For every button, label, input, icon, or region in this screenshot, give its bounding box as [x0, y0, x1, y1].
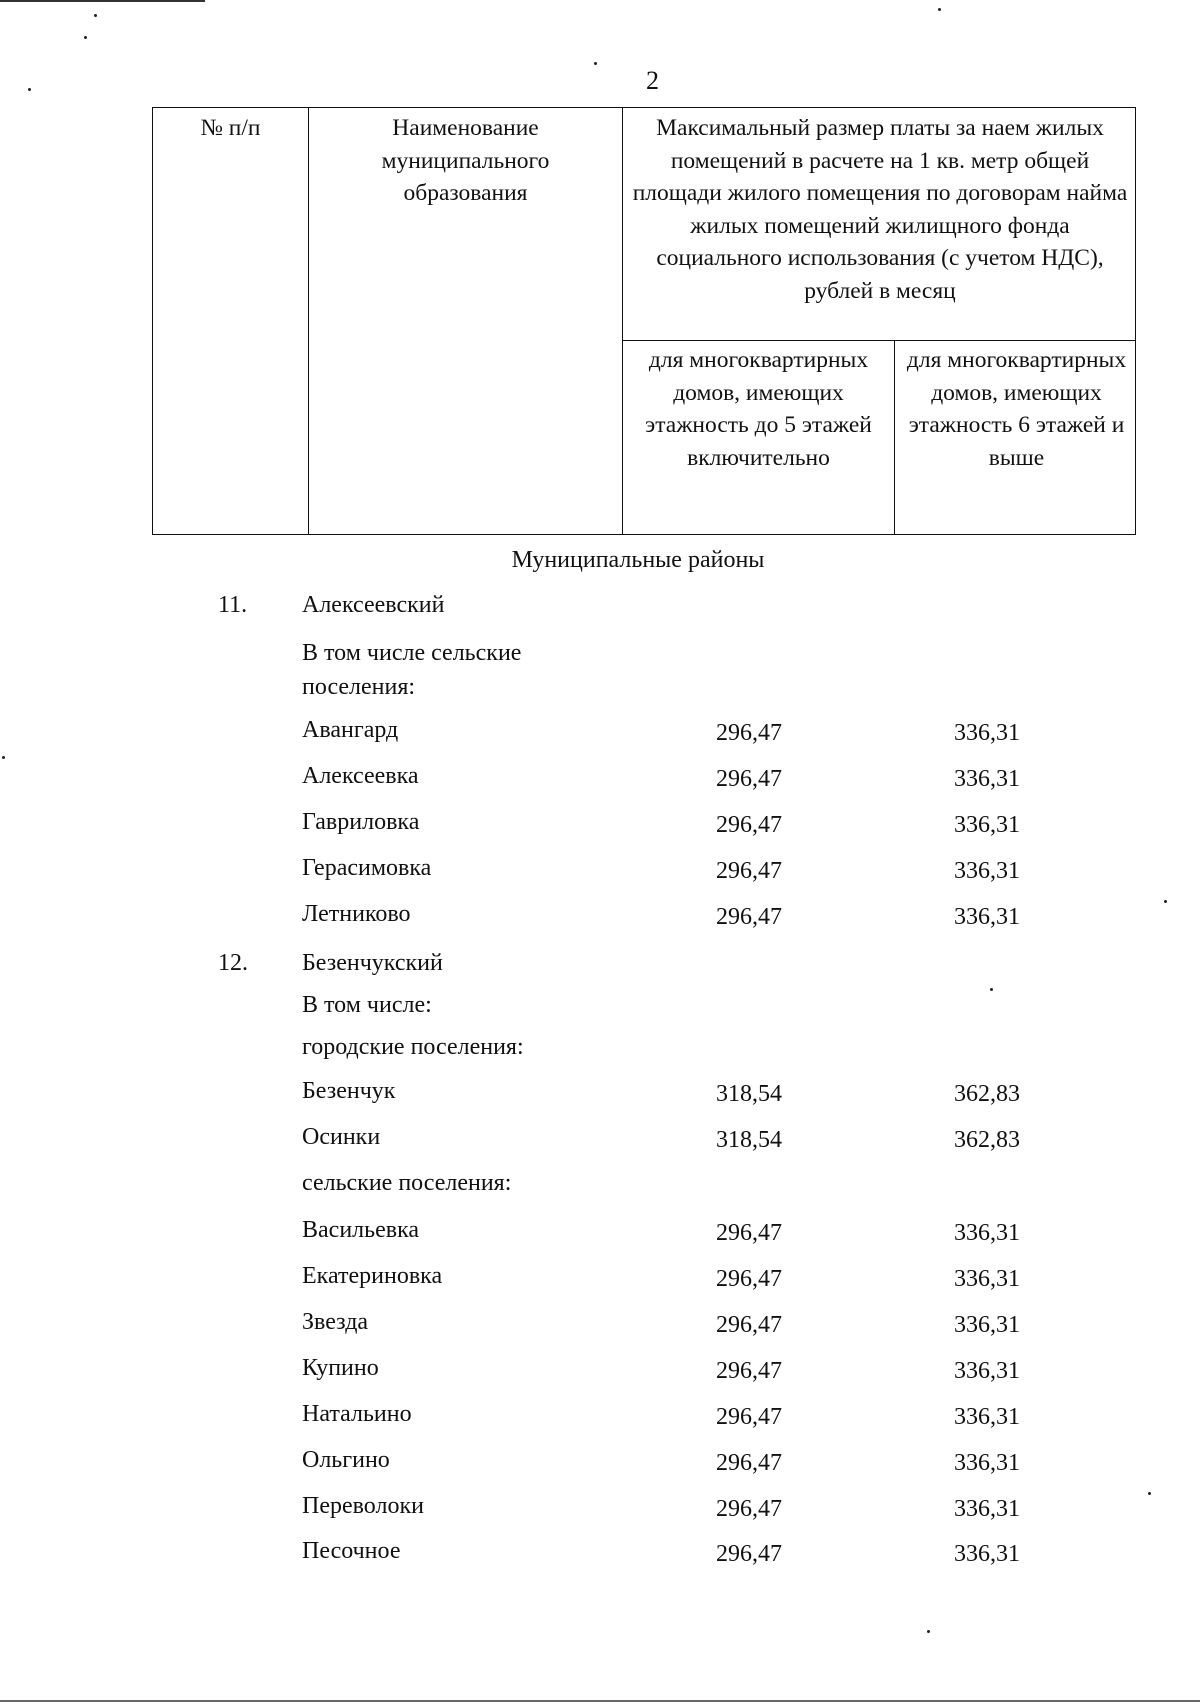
header-name-column: Наименование муниципального образования [381, 115, 550, 207]
value-up-to-5-floors: 296,47 [716, 720, 782, 746]
value-up-to-5-floors: 296,47 [716, 1450, 782, 1476]
value-up-to-5-floors: 296,47 [716, 1312, 782, 1338]
header-num-column: № п/п [200, 115, 261, 141]
value-up-to-5-floors: 318,54 [716, 1127, 782, 1153]
scan-speck [1148, 1492, 1151, 1495]
row-name: Купино [302, 1355, 379, 1381]
value-6-floors-and-above: 336,31 [954, 812, 1020, 838]
scan-edge-mark [0, 1700, 1200, 1702]
scan-speck [990, 988, 993, 991]
row-name: сельские поселения: [302, 1170, 512, 1196]
header-subcolumn-6-floors-and-above: для многоквартирных домов, имеющих этажность 6 этажей и выше [906, 347, 1127, 471]
row-name: Осинки [302, 1124, 381, 1150]
row-name: Гавриловка [302, 809, 420, 835]
header-subcolumn-up-to-5-floors: для многоквартирных домов, имеющих этажность до 5 этажей включительно [645, 347, 872, 471]
scan-speck [938, 8, 941, 11]
row-name: Алексеевка [302, 763, 419, 789]
value-6-floors-and-above: 336,31 [954, 904, 1020, 930]
row-name: Летниково [302, 901, 411, 927]
table-divider [622, 340, 1135, 341]
row-name: В том числе: [302, 992, 432, 1018]
value-up-to-5-floors: 296,47 [716, 812, 782, 838]
scan-edge-mark [0, 0, 205, 2]
scan-speck [94, 14, 97, 17]
row-name: Звезда [302, 1309, 369, 1335]
row-name: Переволоки [302, 1493, 424, 1519]
value-up-to-5-floors: 296,47 [716, 904, 782, 930]
scan-speck [84, 36, 87, 39]
value-6-floors-and-above: 362,83 [954, 1127, 1020, 1153]
value-up-to-5-floors: 296,47 [716, 1496, 782, 1522]
row-name: Васильевка [302, 1217, 420, 1243]
row-name: В том числе сельские поселения: [302, 640, 522, 700]
value-6-floors-and-above: 336,31 [954, 1312, 1020, 1338]
row-name: Песочное [302, 1538, 401, 1564]
value-up-to-5-floors: 296,47 [716, 1404, 782, 1430]
value-6-floors-and-above: 336,31 [954, 1541, 1020, 1567]
scan-speck [2, 756, 5, 759]
value-6-floors-and-above: 336,31 [954, 1496, 1020, 1522]
value-up-to-5-floors: 296,47 [716, 1266, 782, 1292]
value-6-floors-and-above: 336,31 [954, 1358, 1020, 1384]
row-name: Екатериновка [302, 1263, 443, 1289]
value-up-to-5-floors: 318,54 [716, 1081, 782, 1107]
row-name: Авангард [302, 717, 399, 743]
value-6-floors-and-above: 336,31 [954, 1404, 1020, 1430]
value-6-floors-and-above: 336,31 [954, 1450, 1020, 1476]
header-price-column: Максимальный размер платы за наем жилых помещений в расчете на 1 кв. метр общей площади жилого помещения по договорам найма жилых помещений жилищного фонда социального использования (с учетом НДС), рублей в месяц [632, 115, 1128, 304]
row-name: Безенчук [302, 1078, 396, 1104]
value-up-to-5-floors: 296,47 [716, 1220, 782, 1246]
row-name: Алексеевский [302, 592, 445, 618]
row-name: Натальино [302, 1401, 412, 1427]
row-name: Безенчукский [302, 950, 443, 976]
header-table [152, 107, 1136, 535]
row-name: Герасимовка [302, 855, 432, 881]
scan-speck [594, 62, 597, 65]
scan-speck [927, 1630, 930, 1633]
scan-speck [1164, 900, 1167, 903]
row-number: 11. [218, 592, 248, 618]
value-6-floors-and-above: 336,31 [954, 1220, 1020, 1246]
row-name: городские поселения: [302, 1034, 524, 1060]
table-divider [894, 340, 895, 534]
value-6-floors-and-above: 336,31 [954, 766, 1020, 792]
section-title: Муниципальные районы [511, 547, 765, 573]
row-name: Ольгино [302, 1447, 390, 1473]
value-6-floors-and-above: 336,31 [954, 858, 1020, 884]
row-number: 12. [218, 950, 248, 976]
value-up-to-5-floors: 296,47 [716, 858, 782, 884]
scan-speck [28, 88, 31, 91]
table-divider [308, 108, 309, 534]
value-6-floors-and-above: 336,31 [954, 720, 1020, 746]
value-6-floors-and-above: 362,83 [954, 1081, 1020, 1107]
value-up-to-5-floors: 296,47 [716, 1541, 782, 1567]
value-6-floors-and-above: 336,31 [954, 1266, 1020, 1292]
table-divider [622, 108, 623, 534]
page-number: 2 [646, 66, 659, 95]
value-up-to-5-floors: 296,47 [716, 1358, 782, 1384]
value-up-to-5-floors: 296,47 [716, 766, 782, 792]
